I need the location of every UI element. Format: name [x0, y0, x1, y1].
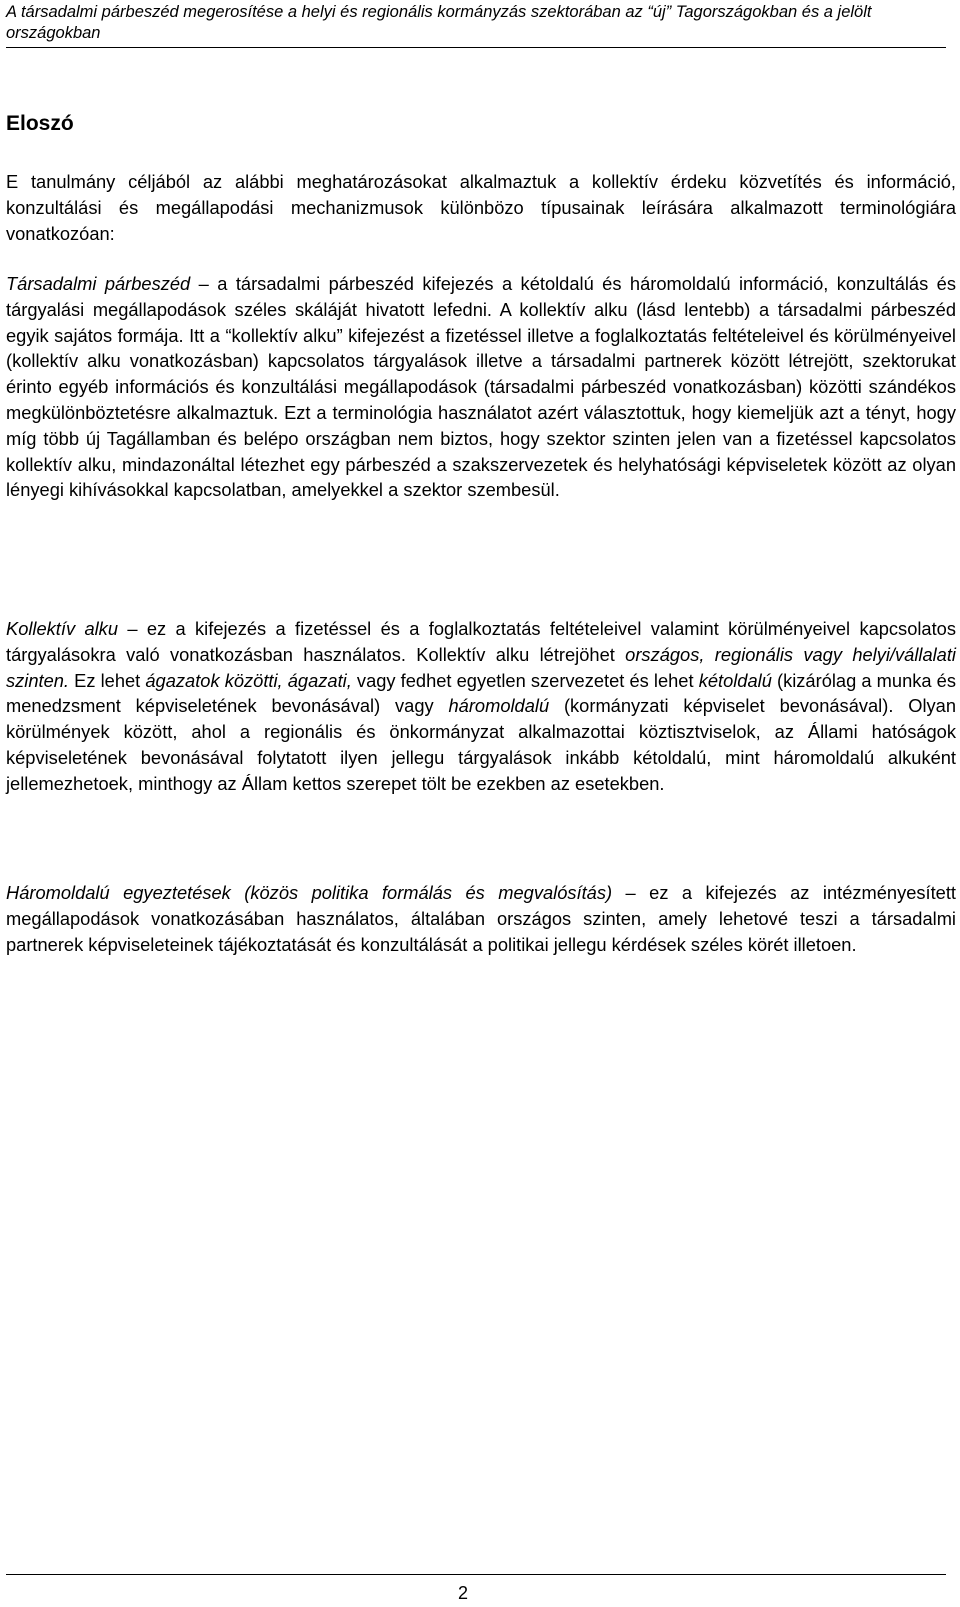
term-dash: –: [612, 882, 650, 903]
running-header: [6, 2, 946, 48]
footer-rule: [6, 1574, 946, 1575]
term-haromoldalu-egyeztetesek: Háromoldalú egyeztetések (közös politika formálás és megvalósítás): [6, 882, 613, 903]
emphasis-tripartite: háromoldalú: [448, 695, 550, 717]
term-dash: –: [117, 618, 147, 639]
term-tarsadalmi-parbeszed: Társadalmi párbeszéd: [6, 273, 191, 294]
emphasis-sectors: ágazatok közötti, ágazati,: [145, 669, 352, 691]
paragraph-haromoldalu-egyeztetesek: [6, 880, 956, 957]
definition-haromoldalu-egyeztetesek: ez a kifejezés az intézményesített megállapodások vonatkozásában használatos, általában országos szinten, amely lehetové teszi a társadalmi partnerek képviseleteinek tájékoztatását és konzultálását a politikai jellegu kérdések széles körét illetoen.: [6, 882, 957, 955]
definition-text: (kizárólag a munka és menedzsment képviseletének bevonásával) vagy: [6, 669, 956, 717]
paragraph-tarsadalmi-parbeszed: [6, 271, 956, 503]
emphasis-bipartite: kétoldalú: [698, 669, 772, 691]
term-dash: –: [190, 273, 218, 294]
section-title: Eloszó: [6, 112, 74, 135]
definition-text: Ez lehet: [69, 669, 146, 691]
page-number: 2: [458, 1583, 469, 1603]
definition-text: vagy fedhet egyetlen szervezetet és lehet: [351, 669, 699, 691]
paragraph-intro: E tanulmány céljából az alábbi meghatározásokat alkalmaztuk a kollektív érdeku közvetítés és információ, konzultálási és megállapodási mechanizmusok különbözo típusainak leírására alkalmazott terminológiára vonatkozóan:: [6, 171, 956, 244]
definition-text: (kormányzati képviselet bevonásával). Olyan körülmények között, ahol a regionális és önkormányzat alkalmazottai köztisztviselok, az Állami hatóságok képviseletének bevonásával folytatott ilyen jellegu tárgyalások inkább kétoldalú, mint háromoldalú alkuként jellemezhetoek, minthogy az Állam kettos szerepet tölt be ezekben az esetekben.: [6, 695, 956, 794]
emphasis-levels: országos, regionális vagy helyi/vállalati szinten.: [6, 643, 956, 691]
paragraph-kollektiv-alku: [6, 616, 956, 797]
running-header-title: A társadalmi párbeszéd megerosítése a helyi és regionális kormányzás szektorában az “új” Tagországokban és a jelölt országokban: [6, 3, 872, 42]
definition-text: ez a kifejezés a fizetéssel és a foglalkoztatás feltételeivel valamint körülményeivel kapcsolatos tárgyalásokra való vonatkozásban használatos. Kollektív alku létrejöhet: [6, 618, 956, 665]
definition-tarsadalmi-parbeszed: a társadalmi párbeszéd kifejezés a kétoldalú és háromoldalú információ, konzultálás és tárgyalási megállapodások széles skáláját hivatott lefedni. A kollektív alku (lásd lentebb) a társadalmi párbeszéd egyik sajátos formája. Itt a “kollektív alku” kifejezést a fizetéssel illetve a foglalkoztatás feltételeivel és körülményeivel (kollektív alku vonatkozásban) kapcsolatos tárgyalások illetve a társadalmi partnerek között létrejött, szektorukat érinto egyéb információs és konzultálási megállapodások (társadalmi párbeszéd vonatkozásban) közötti szándékos megkülönböztetésre alkalmaztuk. Ezt a terminológia használatot azért választottuk, hogy kiemeljük azt a tényt, hogy míg több új Tagállamban és belépo országban nem biztos, hogy szektor szinten jelen van a fizetéssel kapcsolatos kollektív alku, mindazonáltal létezhet egy párbeszéd a szakszervezetek és helyhatósági képviseletek között az olyan lényegi kihívásokkal kapcsolatban, amelyekkel a szektor szembesül.: [6, 273, 956, 501]
term-kollektiv-alku: Kollektív alku: [6, 618, 118, 639]
